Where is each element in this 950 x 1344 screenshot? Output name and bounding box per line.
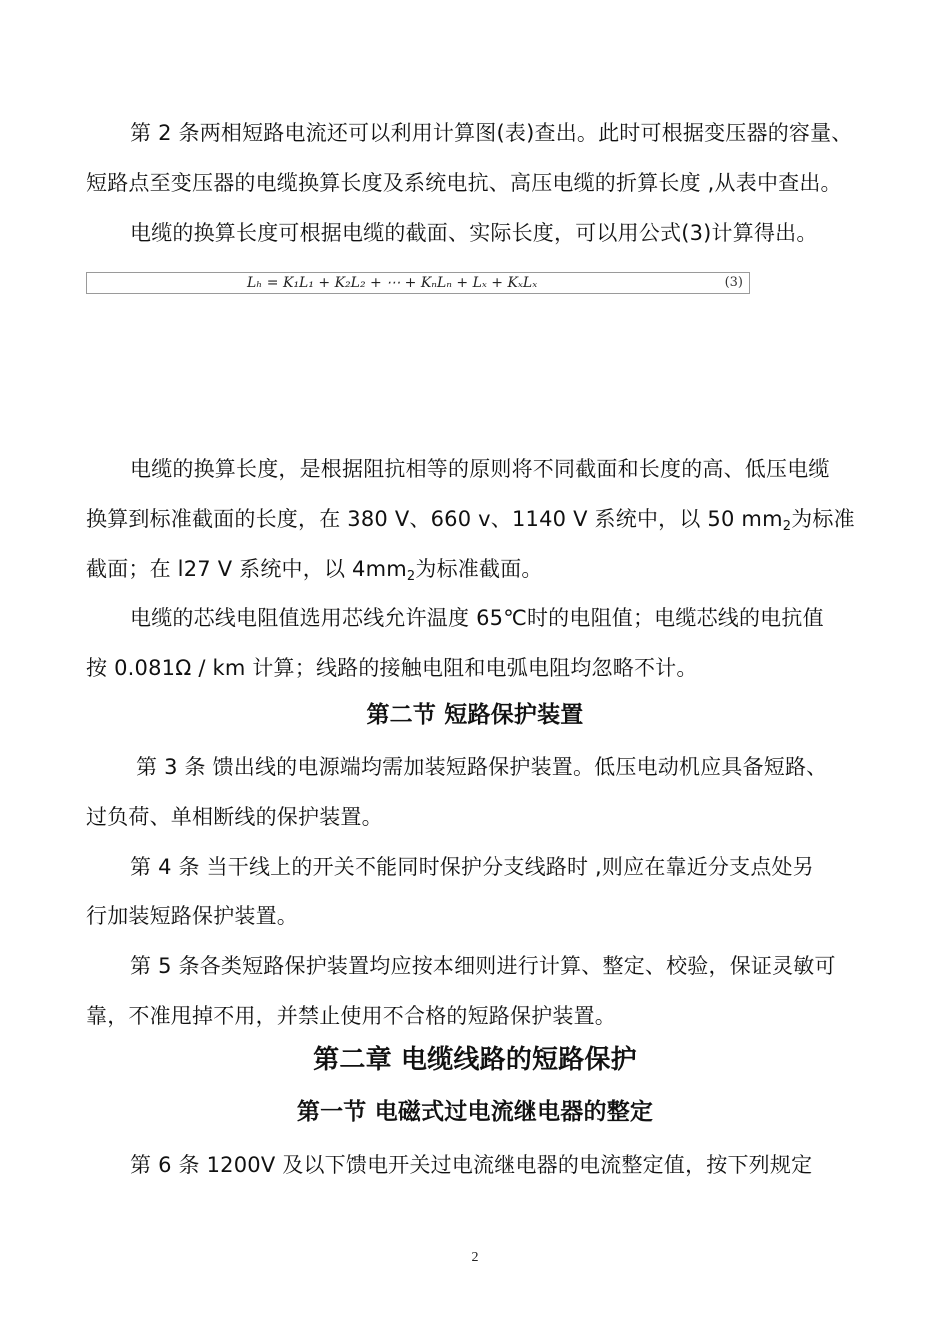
chapter-heading: 第二章 电缆线路的短路保护 [313,1045,637,1075]
paragraph-line: 过负荷、单相断线的保护装置。 [86,805,383,829]
paragraph-line: 第 2 条两相短路电流还可以利用计算图(表)查出。此时可根据变压器的容量、 [130,121,853,145]
formula-number: (3) [724,275,743,290]
paragraph-text: 换算到标准截面的长度，在 380 V、660 v、1140 V 系统中，以 50 mm [86,507,783,531]
paragraph-line: 短路点至变压器的电缆换算长度及系统电抗、高压电缆的折算长度 ,从表中查出。 [86,171,842,195]
paragraph-line: 电缆的换算长度可根据电缆的截面、实际长度，可以用公式(3)计算得出。 [130,221,818,245]
paragraph-line [86,554,950,584]
section-heading: 第一节 电磁式过电流继电器的整定 [296,1099,654,1125]
paragraph-line [86,504,950,534]
subscript: 2 [406,569,416,584]
paragraph-line: 电缆的芯线电阻值选用芯线允许温度 65℃时的电阻值；电缆芯线的电抗值 [130,606,824,630]
subscript: 2 [782,519,792,534]
paragraph-line: 第 4 条 当干线上的开关不能同时保护分支线路时 ,则应在靠近分支点处另 [130,855,814,879]
paragraph-line: 靠，不准甩掉不用，并禁止使用不合格的短路保护装置。 [86,1004,616,1028]
section-heading: 第二节 短路保护装置 [366,702,584,728]
paragraph-line: 电缆的换算长度，是根据阻抗相等的原则将不同截面和长度的高、低压电缆 [130,457,830,481]
paragraph-line: 按 0.081Ω / km 计算；线路的接触电阻和电弧电阻均忽略不计。 [86,656,698,680]
paragraph-line: 行加装短路保护装置。 [86,904,298,928]
paragraph-line: 第 5 条各类短路保护装置均应按本细则进行计算、整定、校验，保证灵敏可 [130,954,836,978]
paragraph-text: 为标准截面。 [415,557,543,581]
formula-image [86,272,750,294]
paragraph-text: 为标准 [791,507,855,531]
paragraph-text: 截面；在 l27 V 系统中，以 4mm [86,557,407,581]
formula-text: Lₕ = K₁L₁ + K₂L₂ + ⋯ + KₙLₙ + Lₓ + KₓLₓ [247,275,538,291]
page-number: 2 [471,1250,479,1265]
paragraph-line: 第 6 条 1200V 及以下馈电开关过电流继电器的电流整定值，按下列规定 [130,1153,813,1177]
paragraph-line: 第 3 条 馈出线的电源端均需加装短路保护装置。低压电动机应具备短路、 [136,755,828,779]
